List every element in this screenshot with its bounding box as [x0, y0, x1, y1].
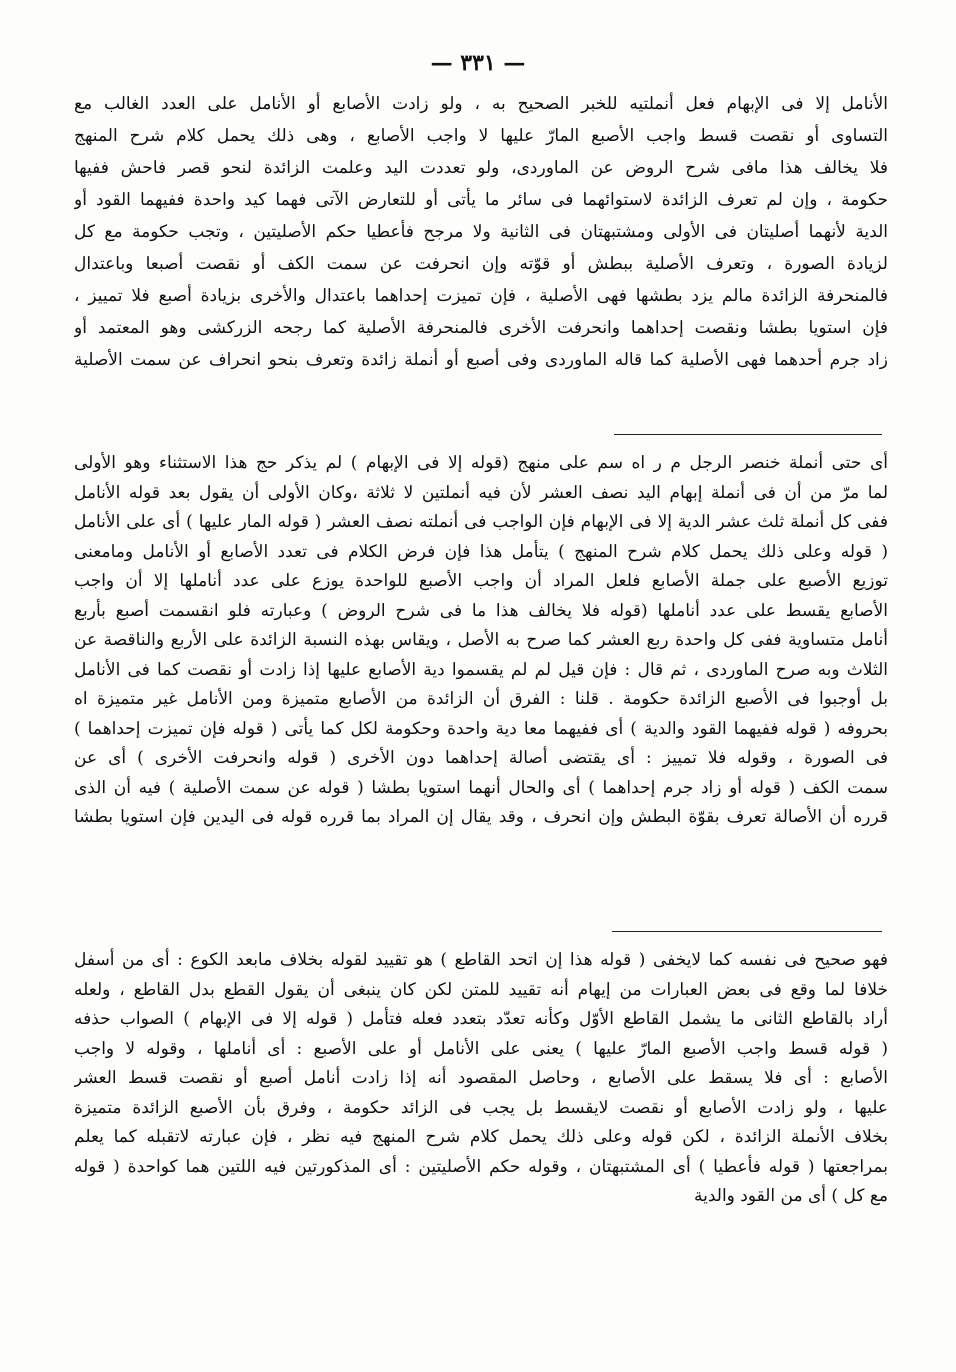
notes-line: فهو صحيح فى نفسه كما لايخفى ( قوله هذا إن اتحد القاطع ) هو تقييد لقوله بخلاف مابعد الكوع : أى من أسفل	[74, 950, 888, 970]
commentary-line: فى الصورة ، وقوله فلا تمييز : أى يقتضى أصالة إحداهما دون الأخرى ( قوله وانحرفت الأخرى ) أى عن	[74, 748, 888, 768]
main-text-line: فالمنحرفة الزائدة مالم يزد بطشها فهى الأصلية ، فإن تميزت إحداهما باعتدال والأخرى بزيادة أصبع فلا تمييز ،	[74, 286, 888, 306]
main-text-line: الدية لأنهما أصليتان فى الأولى ومشتبهتان فى الثانية ولا مرجح فأعطيا حكم الأصليتين ، وتجب حكومة مع كل	[74, 222, 888, 242]
main-text-line: التساوى أو نقصت قسط واجب الأصبع المارّ عليها لا واجب الأصابع ، وهى ذلك يحمل كلام شرح المنهج	[74, 126, 888, 146]
section-divider	[612, 931, 882, 932]
commentary-line: سمت الكف ( قوله أو زاد جرم إحداهما ) أى والحال أنهما استويا بطشا ( قوله عن سمت الأصلية ) فيه أن الذى	[74, 777, 888, 798]
main-text-line: زاد جرم أحدهما فهى الأصلية كما قاله الماوردى وفى أصبع أو أنملة زائدة وتعرف بنحو انحراف عن سمت الأصلية	[74, 350, 888, 370]
notes-line: بخلاف الأنملة الزائدة ، لكن قوله وعلى ذلك يحمل كلام شرح المنهج فيه نظر ، فإن عبارته لاتقبله كما يعلم	[74, 1127, 888, 1147]
commentary-line: أى حتى أنملة خنصر الرجل م ر اه سم على منهج (قوله إلا فى الإبهام ) لم يذكر حج هذا الاستثناء وهو الأولى	[74, 453, 888, 473]
commentary-line: لما مرّ من أن فى أنملة إبهام اليد نصف العشر لأن فيه أنملتين لا ثلاثة ،وكان الأولى أن يقول بعد قوله الأنامل	[74, 482, 888, 503]
commentary-line: الأصابع يقسط على عدد أناملها (قوله فلا يخالف هذا ما فى شرح الروض ) وعبارته فلو انقسمت أصبع بأربع	[74, 600, 888, 621]
commentary-line: أنامل متساوية ففى كل واحدة ربع العشر كما صرح به الأصل ، ويقاس بهذه النسبة الزائدة على الأربع والناقصة عن	[74, 630, 888, 650]
commentary-line: ففى كل أنملة ثلث عشر الدية إلا فى الإبهام فإن الواجب فى أنملته نصف العشر ( قوله المار عليها ) أى على الأنامل	[74, 512, 888, 532]
main-text-line: الأنامل إلا فى الإبهام فعل أنملتيه للخبر الصحيح به ، ولو زادت الأصابع أو الأنامل على العدد الغالب مع	[74, 94, 888, 114]
notes-line: عليها ، ولو زادت الأصابع أو نقصت لايقسط بل يجب فى الزائد حكومة ، وفرق بأن الأصبع الزائدة متميزة	[74, 1097, 888, 1118]
notes-text	[74, 946, 888, 1212]
commentary-line: ( قوله وعلى ذلك يحمل كلام شرح المنهج ) يتأمل هذا فإن فرض الكلام فى تعدد الأصابع أو الأنامل ومامعنى	[74, 541, 888, 562]
main-text-line: فإن استويا بطشا ونقصت إحداهما وانحرفت الأخرى فالمنحرفة الأصلية كما رجحه الزركشى وهو المعتمد أو	[74, 318, 888, 338]
commentary-line: توزيع الأصبع على جملة الأصابع فلعل المراد أن واجب الأصبع للواحدة يوزع على عدد أناملها إلا أن واجب	[74, 571, 888, 591]
notes-line: مع كل ) أى من القود والدية	[694, 1186, 888, 1206]
section-divider	[614, 434, 882, 435]
main-text	[74, 88, 888, 376]
notes-line: ( قوله قسط واجب الأصبع المارّ عليها ) يعنى على الأنامل أو على الأصبع : أى أناملها ، وقوله لا واجب	[74, 1038, 888, 1059]
notes-line: بمراجعتها ( قوله فأعطيا ) أى المشتبهتان ، وقوله حكم الأصليتين : أى المذكورتين فيه اللتين هما كواحدة ( قوله	[74, 1156, 888, 1177]
main-text-line: حكومة ، وإن لم تعرف الزائدة لاستوائهما فى سائر ما يأتى أو للتعارض الآتى فهما كيد واحدة ففيهما القود أو	[74, 190, 888, 210]
page-number: — ٣٣١ —	[430, 50, 526, 76]
commentary-line: قرره أن الأصالة تعرف بقوّة البطش وإن انحرف ، وقد يقال إن المراد بما قرره قوله فى اليدين فإن استويا بطشا	[74, 807, 888, 827]
commentary-line: بحروفه ( قوله ففيهما القود والدية ) أى ففيهما معا دية واحدة وحكومة لكل كما يأتى ( قوله فإن تميزت إحداهما )	[74, 718, 888, 739]
notes-line: خلافا لما وقع فى بعض العبارات من إيهام أنه تقييد للمتن لكن كان ينبغى أن يقول القطع بدل القاطع ، ولعله	[74, 979, 888, 1000]
commentary-line: الثلاث وبه صرح الماوردى ، ثم قال : فإن قيل لم لم يقسموا دية الأصابع عليها إذا زادت أو نقصت كما فى الأنامل	[74, 659, 888, 680]
main-text-line: فلا يخالف هذا مافى شرح الروض عن الماوردى، ولو تعددت اليد وعلمت الزائدة لنحو قصر فاحش ففيها	[74, 158, 888, 178]
main-text-line: لزيادة الصورة ، وتعرف الأصلية ببطش أو قوّته وإن انحرفت عن سمت الكف أو نقصت أصبعا وباعتدال	[74, 254, 888, 274]
commentary-line: بل أوجبوا فى الأصبع الزائدة حكومة . قلنا : الفرق أن الزائدة من الأصابع متميزة ومن الأنامل غير متميزة اه	[74, 689, 888, 709]
commentary-text	[74, 449, 888, 833]
notes-line: أراد بالقاطع الثانى ما يشمل القاطع الأوّل وكأنه تعدّد بتعدد فعله فتأمل ( قوله إلا فى الإبهام ) الصواب حذفه	[74, 1009, 888, 1029]
notes-line: الأصابع : أى فلا يسقط على الأصابع ، وحاصل المقصود أنه إذا زادت أنامل أصبع أو نقصت قسط العشر	[74, 1068, 888, 1088]
